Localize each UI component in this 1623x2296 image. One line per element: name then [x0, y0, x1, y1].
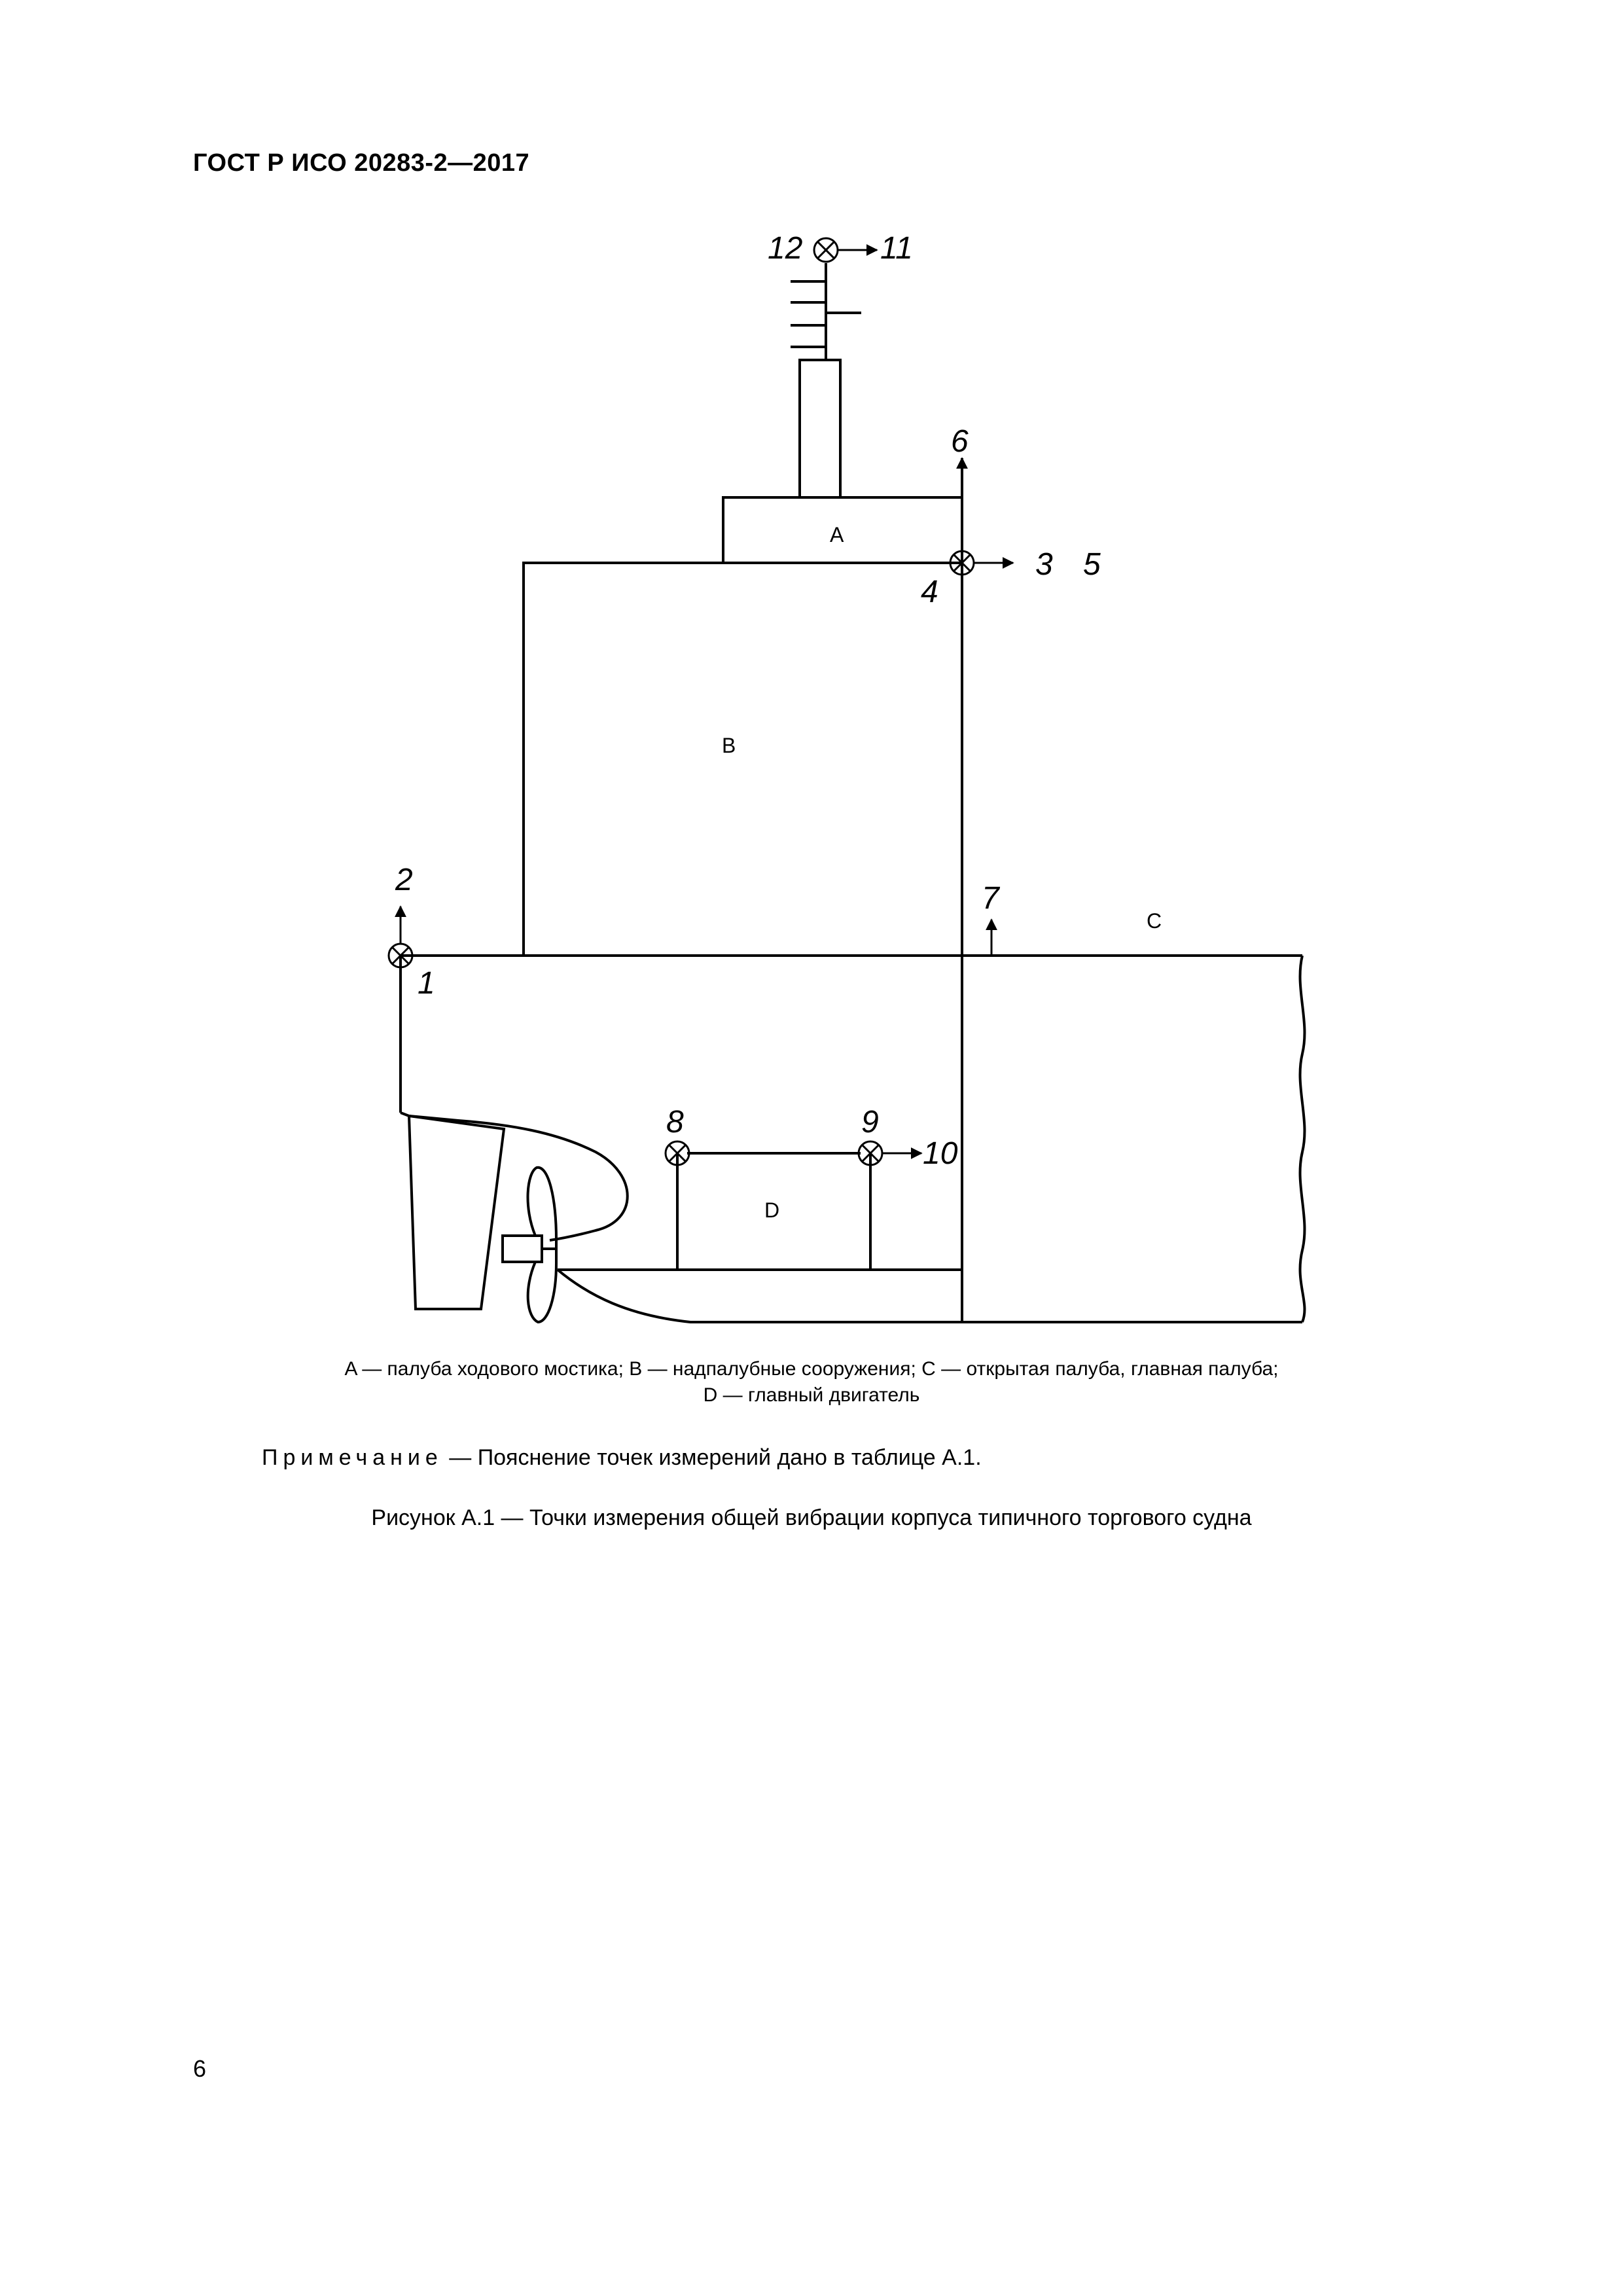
label-point-7: 7 [982, 881, 999, 916]
rudder [409, 1116, 504, 1309]
hull-bottom [558, 1270, 1302, 1322]
break-line [1300, 956, 1305, 1322]
label-point-4: 4 [921, 575, 938, 609]
figure-legend-line-1: A — палуба ходового мостика; B — надпалубные сооружения; C — открытая палуба, главная палуба; [344, 1358, 1279, 1380]
label-point-12: 12 [768, 231, 803, 266]
label-point-5: 5 [1083, 547, 1101, 582]
note-text: — Пояснение точек измерений дано в таблице А.1. [442, 1445, 982, 1470]
label-point-6: 6 [951, 424, 969, 459]
label-point-11: 11 [880, 231, 913, 266]
propeller-hub [503, 1236, 542, 1262]
figure-note [262, 1445, 982, 1471]
label-point-10: 10 [923, 1136, 958, 1171]
document-header: ГОСТ Р ИСО 20283-2—2017 [193, 149, 530, 177]
mast-base [800, 360, 840, 497]
label-point-2: 2 [395, 863, 413, 897]
zone-label-d: D [764, 1198, 780, 1222]
superstructure-outline [524, 563, 962, 956]
label-point-3: 3 [1035, 547, 1053, 582]
label-point-8: 8 [666, 1105, 684, 1139]
page-number: 6 [193, 2055, 207, 2082]
zone-label-c: C [1147, 909, 1162, 933]
figure-legend-line-2: D — главный двигатель [703, 1384, 920, 1406]
stern-counter [401, 1113, 628, 1240]
note-lead: Примечание [262, 1445, 443, 1470]
label-point-1: 1 [418, 966, 435, 1001]
zone-label-a: A [830, 523, 844, 547]
zone-label-b: B [722, 734, 736, 757]
figure-caption: Рисунок А.1 — Точки измерения общей вибрации корпуса типичного торгового судна [371, 1505, 1252, 1530]
label-point-9: 9 [861, 1105, 879, 1139]
measurement-point-12 [814, 238, 838, 262]
